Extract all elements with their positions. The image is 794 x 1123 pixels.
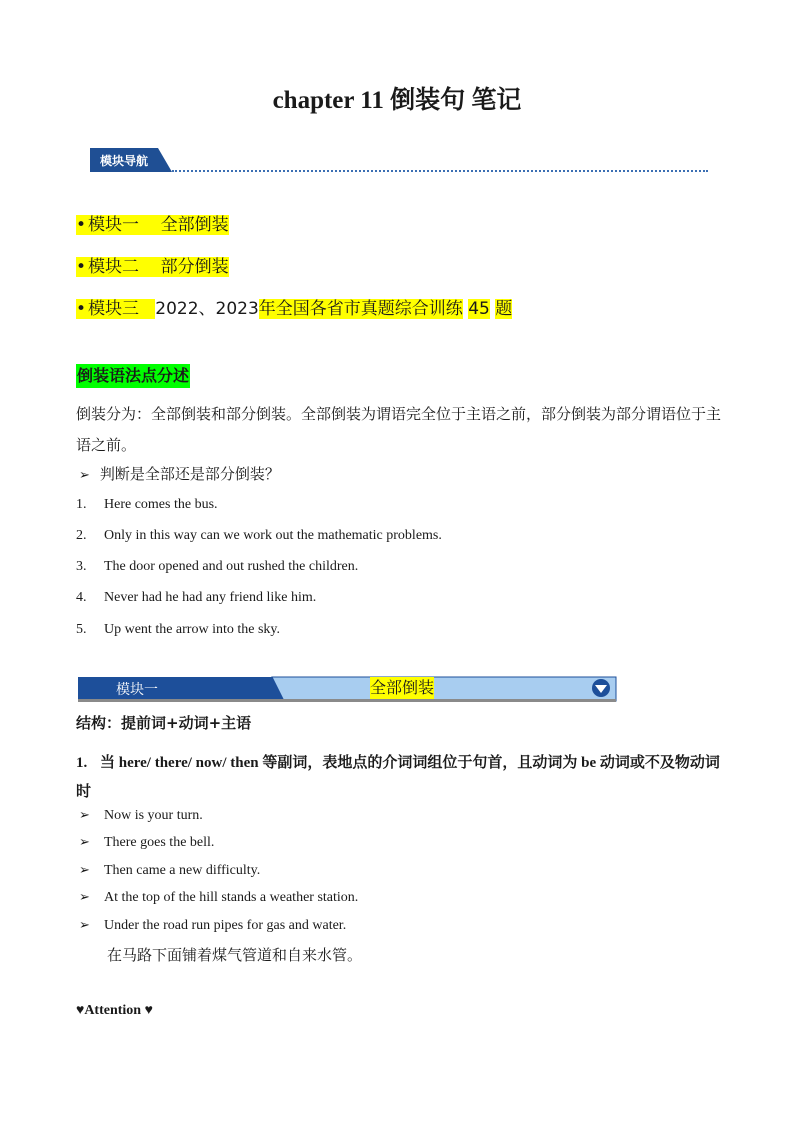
arrow-icon: ➢ [79, 889, 90, 904]
overview-paragraph: 倒装分为：全部倒装和部分倒装。全部倒装为谓语完全位于主语之前，部分倒装为部分谓语位于主语之前。 [76, 405, 722, 454]
translation: 在马路下面铺着煤气管道和自来水管。 [107, 946, 363, 964]
rule-example: ➢ Under the road run pipes for gas and water. [79, 917, 347, 933]
rule-example: ➢ Then came a new difficulty. [79, 862, 261, 878]
rule-example: ➢ There goes the bell. [79, 834, 215, 850]
example-item: 5. Up went the arrow into the sky. [76, 622, 280, 637]
module-item-1: • 模块一 全部倒装 [76, 215, 229, 235]
module-item-2: • 模块二 部分倒装 [76, 257, 229, 277]
page-title: chapter 11 倒装句 笔记 [272, 87, 522, 114]
example-item: 2. Only in this way can we work out the mathematic problems. [76, 528, 442, 543]
nav-tab [90, 148, 172, 172]
attention-heading: ♥Attention ♥ [76, 1003, 153, 1018]
module-item-3: • 模块三 2022、2023年全国各省市真题综合训练 45 题 [76, 299, 513, 319]
arrow-icon: ➢ [79, 468, 90, 483]
arrow-icon: ➢ [79, 807, 90, 822]
banner-label: 模块一 [116, 682, 158, 698]
section-heading: 倒装语法点分述 [76, 364, 190, 388]
arrow-icon: ➢ [79, 862, 90, 877]
example-item: 3. The door opened and out rushed the children. [76, 559, 359, 574]
module-banner [76, 675, 620, 703]
rule-example: ➢ Now is your turn. [79, 807, 203, 823]
example-item: 4. Never had he had any friend like him. [76, 590, 317, 605]
nav-tab-label: 模块导航 [100, 154, 149, 168]
example-item: 1. Here comes the bus. [76, 497, 218, 512]
arrow-icon: ➢ [79, 834, 90, 849]
rule-item: 1. 当 here/ there/ now/ then 等副词，表地点的介词词组位于句首，且动词为 be 动词或不及物动词时 [76, 755, 720, 800]
question: ➢ 判断是全部还是部分倒装？ [79, 465, 280, 483]
banner-title: 全部倒装 [370, 678, 435, 697]
arrow-icon: ➢ [79, 917, 90, 932]
nav-divider [172, 170, 708, 172]
structure-line: 结构：提前词+动词+主语 [76, 714, 252, 732]
rule-example: ➢ At the top of the hill stands a weather station. [79, 889, 359, 905]
